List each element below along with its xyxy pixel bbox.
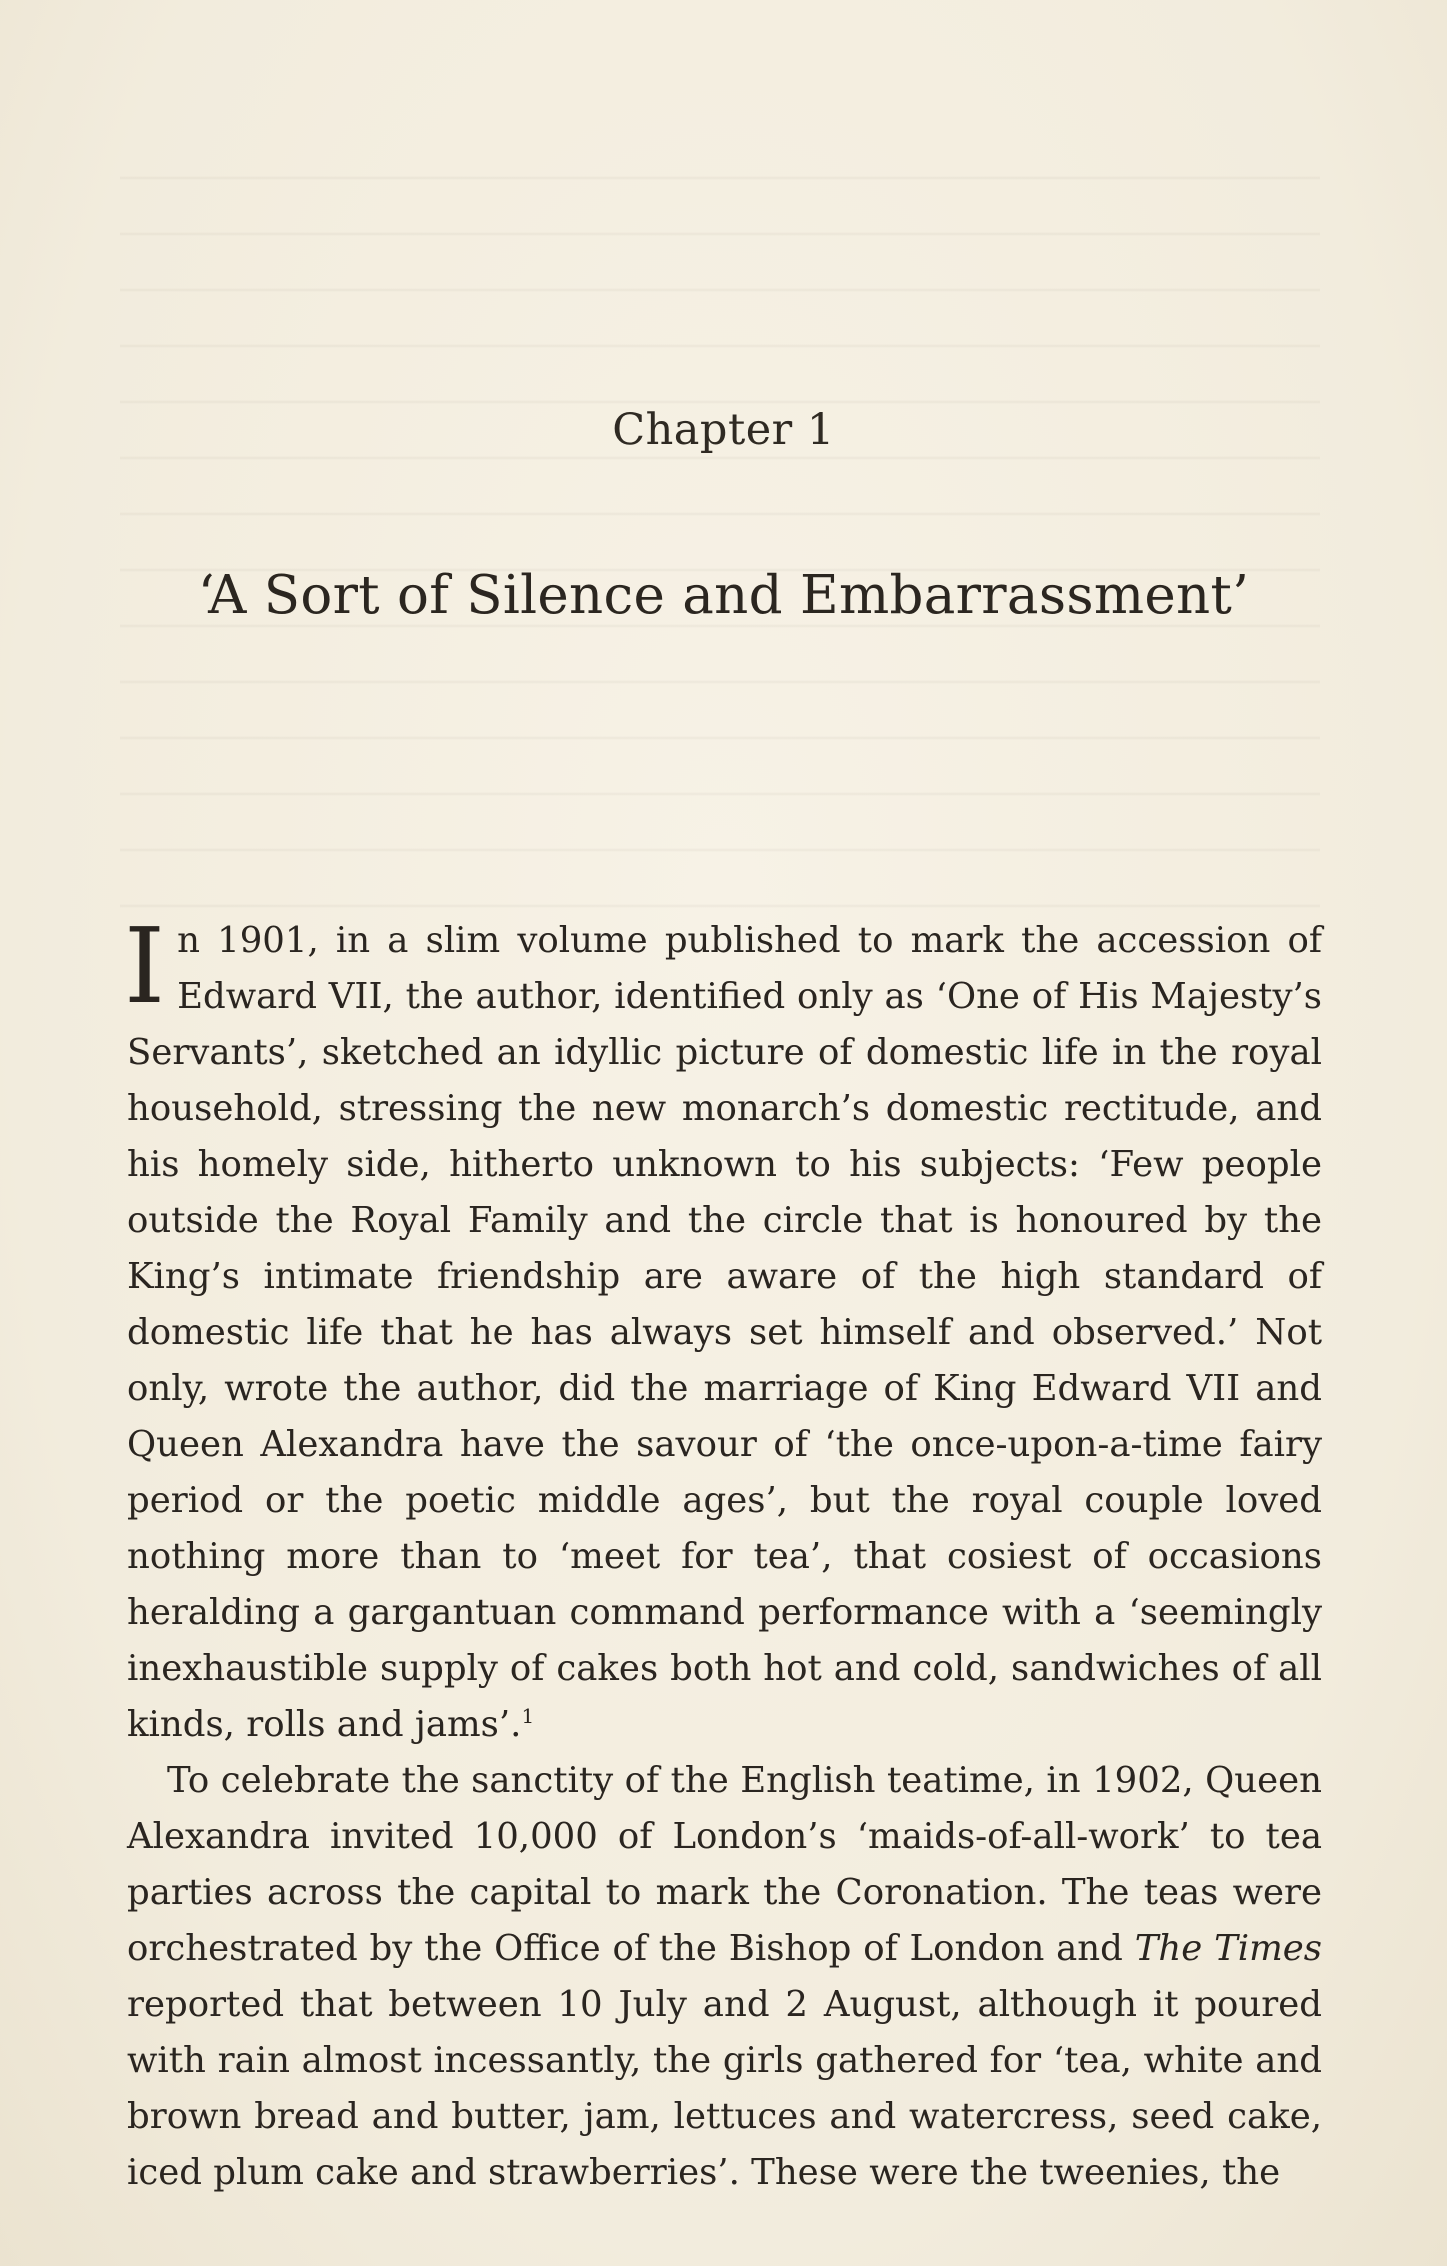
paragraph-2-italic-title: The Times xyxy=(1134,1928,1322,1969)
chapter-number: Chapter 1 xyxy=(612,405,835,455)
drop-cap: I xyxy=(124,905,166,1027)
body-text xyxy=(124,905,1322,2201)
show-through-texture xyxy=(120,140,1320,940)
paragraph-1 xyxy=(124,905,1322,1753)
chapter-title: ‘A Sort of Silence and Embarrassment’ xyxy=(197,565,1250,626)
paragraph-2-text-start: To celebrate the sanctity of the English teatime, in 1902, Queen Alexandra invited 10,000 of London’s ‘maids-of-all-work’ to tea parties across the capital to mark the Coronation. The teas were orchestrated by the Office of the Bishop of London and xyxy=(127,1760,1322,1969)
footnote-reference: 1 xyxy=(521,1704,535,1729)
paragraph-2 xyxy=(127,1753,1322,2201)
paragraph-1-text: n 1901, in a slim volume published to mark the accession of Edward VII, the author, identified only as ‘One of His Majesty’s Servants’, sketched an idyllic picture of domestic life in the royal household, stressing the new monarch’s domestic rectitude, and his homely side, hitherto unknown to his subjects: ‘Few people outside the Royal Family and the circle that is honoured by the King’s intimate friendship are aware of the high standard of domestic life that he has always set himself and observed.’ Not only, wrote the author, did the marriage of King Edward VII and Queen Alexandra have the savour of ‘the once-upon-a-time fairy period or the poetic middle ages’, but the royal couple loved nothing more than to ‘meet for tea’, that cosiest of occasions heralding a gargantuan command performance with a ‘seemingly inexhaustible supply of cakes both hot and cold, sandwiches of all kinds, rolls and jams’. xyxy=(127,920,1322,1745)
paragraph-2-text-end: reported that between 10 July and 2 August, although it poured with rain almost incessantly, the girls gathered for ‘tea, white and brown bread and butter, jam, lettuces and watercress, seed cake, iced plum cake and strawberries’. These were the tweenies, the xyxy=(127,1984,1322,2193)
